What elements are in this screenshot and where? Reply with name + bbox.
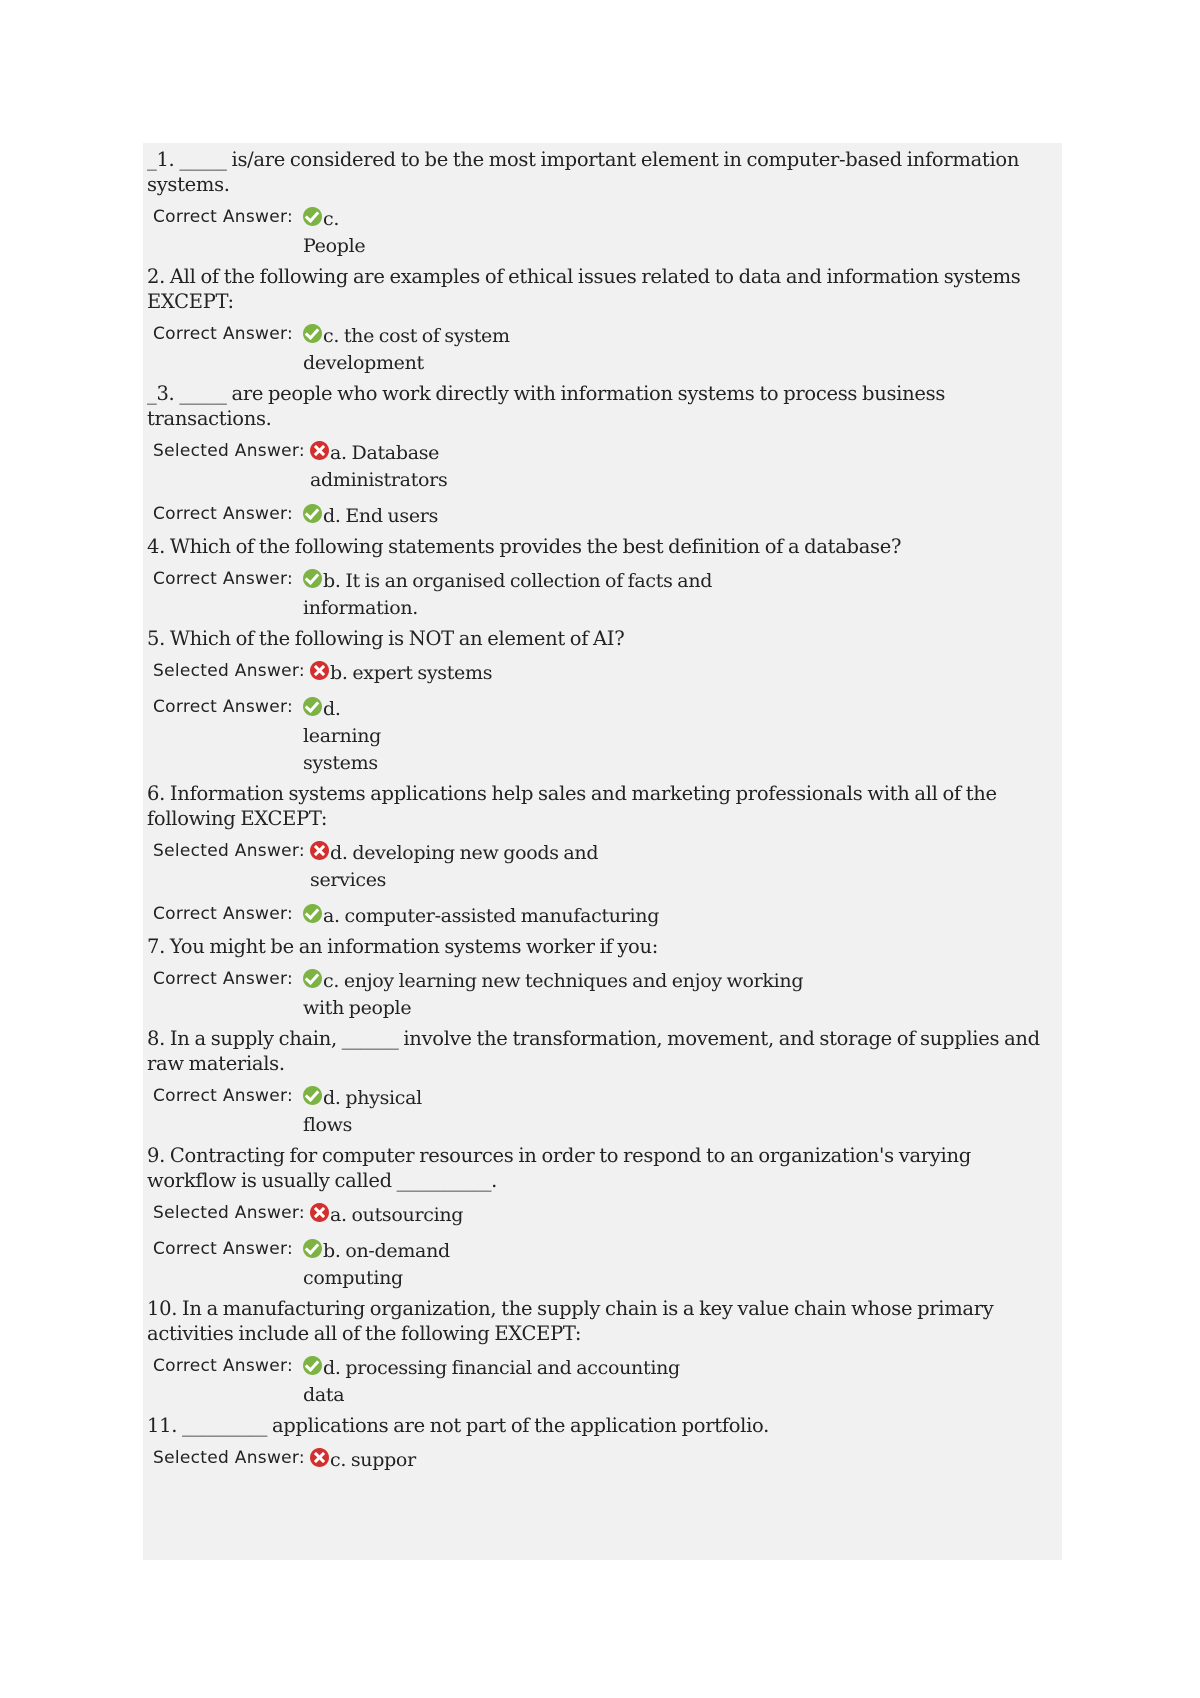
question-block	[143, 1292, 1062, 1409]
selected-answer-value	[310, 840, 600, 894]
check-icon	[303, 207, 322, 226]
question-block	[143, 1139, 1062, 1292]
correct-answer-value	[303, 696, 423, 777]
correct-answer-row	[147, 696, 1058, 777]
check-icon	[303, 569, 322, 588]
selected-answer-row	[147, 840, 1058, 894]
selected-answer-row	[147, 1202, 1058, 1229]
question-block	[143, 622, 1062, 777]
answer-text: d. processing financial and accounting data	[303, 1357, 680, 1406]
correct-answer-row	[147, 1238, 1058, 1292]
correct-answer-row	[147, 903, 1058, 930]
question-text: 7. You might be an information systems worker if you:	[147, 935, 659, 958]
question-block	[143, 930, 1062, 1022]
answer-text: d. End users	[323, 505, 439, 527]
answer-text: d. learning systems	[303, 698, 382, 774]
question-text: 10. In a manufacturing organization, the supply chain is a key value chain whose primary activities include all of the following EXCEPT:	[147, 1297, 994, 1345]
answer-text: c. enjoy learning new techniques and enjoy working with people	[303, 970, 804, 1019]
quiz-results-panel	[143, 143, 1062, 1560]
correct-answer-value	[303, 1355, 683, 1409]
cross-icon	[310, 441, 329, 460]
correct-answer-row	[147, 503, 1058, 530]
cross-icon	[310, 841, 329, 860]
selected-answer-label: Selected Answer:	[153, 1203, 305, 1223]
question-block	[143, 260, 1062, 377]
selected-answer-label: Selected Answer:	[153, 661, 305, 681]
correct-answer-value	[303, 568, 723, 622]
answer-text: b. expert systems	[330, 662, 493, 684]
correct-answer-value	[303, 503, 443, 530]
correct-answer-label: Correct Answer:	[153, 569, 293, 589]
correct-answer-label: Correct Answer:	[153, 1086, 293, 1106]
correct-answer-value	[303, 206, 373, 260]
question-text: 5. Which of the following is NOT an element of AI?	[147, 627, 625, 650]
question-text: _3. _____ are people who work directly with information systems to process business transactions.	[147, 382, 946, 430]
correct-answer-label: Correct Answer:	[153, 324, 293, 344]
correct-answer-value	[303, 1238, 453, 1292]
selected-answer-row	[147, 440, 1058, 494]
question-text: 8. In a supply chain, ______ involve the transformation, movement, and storage of supplies and raw materials.	[147, 1027, 1040, 1075]
correct-answer-label: Correct Answer:	[153, 697, 293, 717]
selected-answer-value	[310, 660, 510, 687]
correct-answer-row	[147, 1355, 1058, 1409]
answer-text: a. outsourcing	[330, 1204, 464, 1226]
answer-text: c. the cost of system development	[303, 325, 510, 374]
question-text: 2. All of the following are examples of ethical issues related to data and information systems EXCEPT:	[147, 265, 1021, 313]
question-block	[143, 1409, 1062, 1474]
check-icon	[303, 1239, 322, 1258]
selected-answer-row	[147, 660, 1058, 687]
selected-answer-row	[147, 1447, 1058, 1474]
answer-text: a. Database administrators	[310, 442, 448, 491]
correct-answer-label: Correct Answer:	[153, 207, 293, 227]
correct-answer-label: Correct Answer:	[153, 904, 293, 924]
correct-answer-value	[303, 968, 843, 1022]
correct-answer-value	[303, 903, 663, 930]
answer-text: b. on-demand computing	[303, 1240, 450, 1289]
correct-answer-label: Correct Answer:	[153, 969, 293, 989]
answer-text: d. physical flows	[303, 1087, 422, 1136]
answer-text: a. computer-assisted manufacturing	[323, 905, 660, 927]
cross-icon	[310, 1203, 329, 1222]
correct-answer-value	[303, 1085, 428, 1139]
correct-answer-row	[147, 206, 1058, 260]
answer-text: b. It is an organised collection of facts and information.	[303, 570, 713, 619]
correct-answer-row	[147, 323, 1058, 377]
correct-answer-value	[303, 323, 513, 377]
question-text: 11. _________ applications are not part of the application portfolio.	[147, 1414, 770, 1437]
selected-answer-value	[310, 1202, 510, 1229]
correct-answer-row	[147, 1085, 1058, 1139]
answer-text: c. People	[303, 208, 366, 257]
question-block	[143, 777, 1062, 930]
selected-answer-value	[310, 440, 450, 494]
question-block	[143, 377, 1062, 530]
check-icon	[303, 904, 322, 923]
question-text: _1. _____ is/are considered to be the most important element in computer-based information systems.	[147, 148, 1020, 196]
selected-answer-label: Selected Answer:	[153, 1448, 305, 1468]
correct-answer-row	[147, 568, 1058, 622]
check-icon	[303, 969, 322, 988]
check-icon	[303, 324, 322, 343]
answer-text: d. developing new goods and services	[310, 842, 599, 891]
cross-icon	[310, 661, 329, 680]
check-icon	[303, 697, 322, 716]
check-icon	[303, 1086, 322, 1105]
question-block	[143, 143, 1062, 260]
question-text: 6. Information systems applications help sales and marketing professionals with all of the following EXCEPT:	[147, 782, 997, 830]
answer-text: c. suppor	[330, 1449, 416, 1471]
check-icon	[303, 1356, 322, 1375]
check-icon	[303, 504, 322, 523]
question-block	[143, 1022, 1062, 1139]
correct-answer-label: Correct Answer:	[153, 1239, 293, 1259]
correct-answer-label: Correct Answer:	[153, 1356, 293, 1376]
cross-icon	[310, 1448, 329, 1467]
question-text: 4. Which of the following statements provides the best definition of a database?	[147, 535, 902, 558]
selected-answer-value	[310, 1447, 510, 1474]
correct-answer-row	[147, 968, 1058, 1022]
selected-answer-label: Selected Answer:	[153, 441, 305, 461]
selected-answer-label: Selected Answer:	[153, 841, 305, 861]
question-block	[143, 530, 1062, 622]
correct-answer-label: Correct Answer:	[153, 504, 293, 524]
question-text: 9. Contracting for computer resources in order to respond to an organization's varying workflow is usually called __________.	[147, 1144, 971, 1192]
